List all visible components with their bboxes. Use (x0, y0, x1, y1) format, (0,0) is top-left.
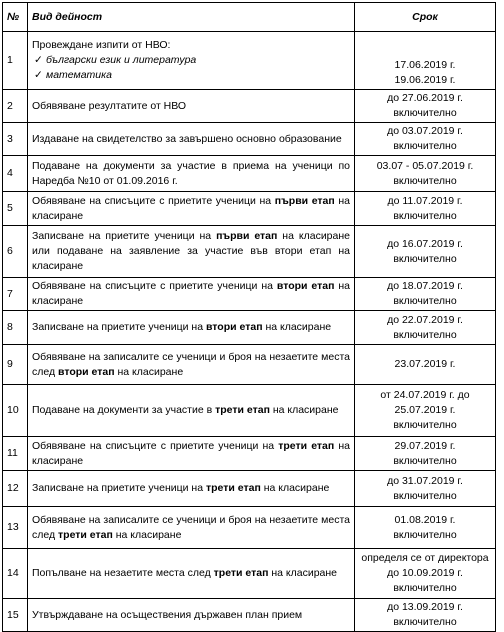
row-number: 12 (3, 471, 28, 507)
table-row (3, 437, 496, 471)
row-term (355, 90, 496, 123)
activity-text: Издаване на свидетелство за завършено основно образование (32, 132, 342, 145)
activity-text: Попълване на незаетите места след (32, 567, 214, 579)
row-activity (28, 345, 355, 385)
row-number: 8 (3, 311, 28, 345)
row-activity (28, 471, 355, 507)
term-line: до 16.07.2019 г. (387, 237, 463, 250)
activity-text: Подаване на документи за участие в (32, 404, 216, 416)
stage-emphasis: втори етап (276, 280, 335, 292)
row-number: 5 (3, 192, 28, 226)
table-row (3, 123, 496, 156)
row-term (355, 385, 496, 437)
table-row (3, 311, 496, 345)
term-line: включително (393, 295, 457, 307)
row-term (355, 507, 496, 549)
row-activity (28, 278, 355, 311)
table-row (3, 156, 496, 192)
row-number: 1 (3, 32, 28, 90)
table-row (3, 507, 496, 549)
term-line: до 11.07.2019 г. (387, 194, 463, 207)
term-line: включително (393, 616, 457, 628)
table-row (3, 549, 496, 599)
term-line: включително (393, 140, 457, 152)
row-term (355, 549, 496, 599)
row-number: 4 (3, 156, 28, 192)
stage-emphasis: втори етап (205, 321, 263, 333)
term-line: включително (393, 454, 457, 467)
term-line: включително (393, 252, 457, 265)
term-line: от 24.07.2019 г. до (380, 389, 470, 401)
activity-text: Записване на приетите ученици на (32, 321, 206, 333)
row-number: 11 (3, 437, 28, 471)
table-row (3, 345, 496, 385)
row-term (355, 226, 496, 278)
term-line: включително (393, 174, 457, 187)
term-line: 23.07.2019 г. (394, 358, 456, 370)
row-activity (28, 385, 355, 437)
table-row (3, 192, 496, 226)
term-line: до 31.07.2019 г. (387, 474, 463, 487)
stage-emphasis: втори етап (58, 365, 115, 378)
check-icon: ✓ (34, 54, 43, 66)
row-number: 3 (3, 123, 28, 156)
activity-subitem (32, 68, 350, 83)
term-line: включително (393, 209, 457, 222)
header-activity: Вид дейност (28, 3, 355, 32)
table-row (3, 278, 496, 311)
row-number: 6 (3, 226, 28, 278)
row-number: 7 (3, 278, 28, 311)
row-activity (28, 549, 355, 599)
term-line: включително (393, 528, 457, 541)
row-number: 10 (3, 385, 28, 437)
term-line: включително (393, 582, 457, 594)
row-number: 9 (3, 345, 28, 385)
row-term (355, 156, 496, 192)
term-line: 29.07.2019 г. (394, 439, 456, 452)
stage-emphasis: трети етап (278, 439, 335, 452)
row-number: 15 (3, 599, 28, 632)
activity-text: Обявяване на записалите се ученици и броя на незаетите места след (32, 350, 350, 378)
term-line: 01.08.2019 г. (394, 513, 456, 526)
table-row (3, 471, 496, 507)
activity-text: Обявяване на списъците с приетите ученици на (32, 439, 279, 452)
activity-text: Подаване на документи за участие в приема на ученици по Наредба №10 от 01.09.2016 г. (32, 159, 350, 187)
row-number: 2 (3, 90, 28, 123)
row-activity (28, 437, 355, 471)
term-line: включително (393, 489, 457, 502)
activity-text: Провеждане изпити от НВО: (32, 39, 171, 51)
activity-text: на класиране (260, 482, 330, 494)
row-term (355, 345, 496, 385)
row-term (355, 471, 496, 507)
activity-text: Утвърждаване на осъществения държавен план прием (32, 608, 303, 621)
stage-emphasis: трети етап (213, 567, 269, 579)
activity-text: на класиране (268, 567, 338, 579)
term-line: 03.07 - 05.07.2019 г. (376, 159, 474, 172)
term-line: до 27.06.2019 г. (387, 92, 463, 104)
activity-text: Записване на приетите ученици на (32, 230, 217, 242)
row-term (355, 437, 496, 471)
activity-text: на класиране (32, 194, 351, 222)
row-activity (28, 156, 355, 192)
activity-subitem-text: български език и литература (46, 54, 197, 66)
activity-text: Обявяване на списъците с приетите ученици на (32, 280, 277, 292)
row-term (355, 278, 496, 311)
row-term (355, 192, 496, 226)
activity-text: на класиране (269, 404, 339, 416)
table-row (3, 385, 496, 437)
row-activity (28, 226, 355, 278)
term-line: включително (393, 419, 457, 431)
term-line: 17.06.2019 г. (394, 59, 456, 71)
term-line: до 13.09.2019 г. (387, 601, 463, 613)
table-row (3, 226, 496, 278)
stage-emphasis: трети етап (215, 404, 270, 416)
header-number: № (3, 3, 28, 32)
term-line: 19.06.2019 г. (394, 74, 456, 86)
row-activity (28, 90, 355, 123)
row-term (355, 123, 496, 156)
activity-text: на класиране (114, 365, 184, 378)
row-term (355, 32, 496, 90)
check-icon: ✓ (34, 69, 43, 81)
term-line: до 22.07.2019 г. (387, 313, 463, 326)
activity-text: на класиране (32, 439, 350, 467)
activity-text: на класиране или подаване на заявление за участие във втори етап на класиране (32, 230, 350, 272)
table-row (3, 32, 496, 90)
activity-text: на класиране (262, 321, 332, 333)
activity-subitem-text: математика (46, 69, 112, 81)
header-term: Срок (355, 3, 496, 32)
row-term (355, 311, 496, 345)
stage-emphasis: трети етап (58, 528, 113, 541)
row-activity (28, 311, 355, 345)
term-line: до 03.07.2019 г. (387, 125, 463, 137)
row-activity (28, 123, 355, 156)
row-activity (28, 507, 355, 549)
schedule-table (2, 2, 496, 632)
term-line: до 18.07.2019 г. (387, 280, 463, 292)
stage-emphasis: първи етап (216, 230, 278, 242)
stage-emphasis: първи етап (274, 194, 335, 207)
term-line: 25.07.2019 г. (394, 404, 456, 416)
row-number: 13 (3, 507, 28, 549)
activity-text: Обявяване на списъците с приетите ученици на (32, 194, 275, 207)
term-line: определя се от директора (361, 552, 489, 564)
table-row (3, 90, 496, 123)
activity-text: на класиране (112, 528, 182, 541)
term-line: включително (393, 107, 457, 119)
row-activity (28, 192, 355, 226)
stage-emphasis: трети етап (205, 482, 261, 494)
header-row (3, 3, 496, 32)
row-activity (28, 32, 355, 90)
activity-text: Записване на приетите ученици на (32, 482, 206, 494)
row-number: 14 (3, 549, 28, 599)
term-line: до 10.09.2019 г. (387, 567, 463, 579)
activity-text: Обявяване на записалите се ученици и броя на незаетите места след (32, 513, 350, 541)
term-line: включително (393, 328, 457, 341)
activity-text: Обявяване резултатите от НВО (32, 99, 187, 112)
activity-text: на класиране (32, 280, 350, 307)
activity-subitem (32, 53, 350, 68)
